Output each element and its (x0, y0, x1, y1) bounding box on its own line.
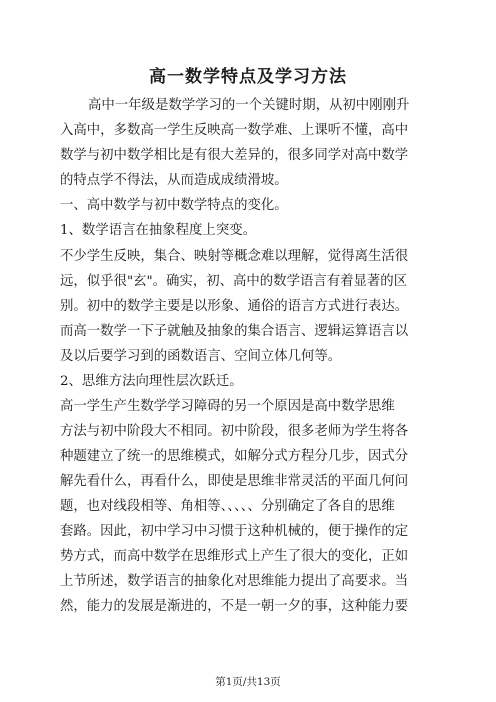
paragraph-line: 题，也对线段相等、角相等、、、、、分别确定了各自的思维 (60, 499, 395, 514)
paragraph-line: 不少学生反映，集合、映射等概念难以理解，觉得离生活很 (60, 249, 409, 264)
subsection-heading: 1、数学语言在抽象程度上突变。 (60, 223, 256, 238)
paragraph-line: 的特点学不得法，从而造成成绩滑坡。 (60, 173, 288, 188)
page-footer (0, 674, 496, 689)
paragraph-line: 解先看什么，再看什么，即使是思维非常灵活的平面几何问 (60, 474, 409, 489)
paragraph-line: 及以后要学习到的函数语言、空间立体几何等。 (60, 349, 342, 364)
paragraph-line: 高一学生产生数学学习障碍的另一个原因是高中数学思维 (60, 399, 395, 414)
paragraph-line: 上节所述，数学语言的抽象化对思维能力提出了高要求。当 (60, 574, 409, 589)
paragraph-line: 数学与初中数学相比是有很大差异的，很多同学对高中数学 (60, 148, 409, 163)
paragraph-line: 入高中，多数高一学生反映高一数学难、上课听不懂，高中 (60, 123, 409, 138)
paragraph-line: 然，能力的发展是渐进的，不是一朝一夕的事，这种能力要 (60, 599, 409, 614)
subsection-heading: 2、思维方法向理性层次跃迁。 (60, 374, 243, 389)
paragraph-line: 远，似乎很"玄"。确实，初、高中的数学语言有着显著的区 (60, 274, 408, 289)
section-heading: 一、高中数学与初中数学特点的变化。 (60, 198, 288, 213)
paragraph-line: 套路。因此，初中学习中习惯于这种机械的，便于操作的定 (60, 524, 409, 539)
paragraph-line: 高中一年级是数学学习的一个关键时期，从初中刚刚升 (88, 98, 410, 113)
paragraph-line: 别。初中的数学主要是以形象、通俗的语言方式进行表达。 (60, 299, 409, 314)
paragraph-line: 而高一数学一下子就触及抽象的集合语言、逻辑运算语言以 (60, 324, 409, 339)
document-title: 高一数学特点及学习方法 (149, 67, 347, 87)
page-number: 第1页/共13页 (215, 676, 281, 688)
paragraph-line: 势方式，而高中数学在思维形式上产生了很大的变化，正如 (60, 549, 409, 564)
paragraph-line: 种题建立了统一的思维模式，如解分式方程分几步，因式分 (60, 449, 409, 464)
paragraph-line: 方法与初中阶段大不相同。初中阶段，很多老师为学生将各 (60, 424, 409, 439)
